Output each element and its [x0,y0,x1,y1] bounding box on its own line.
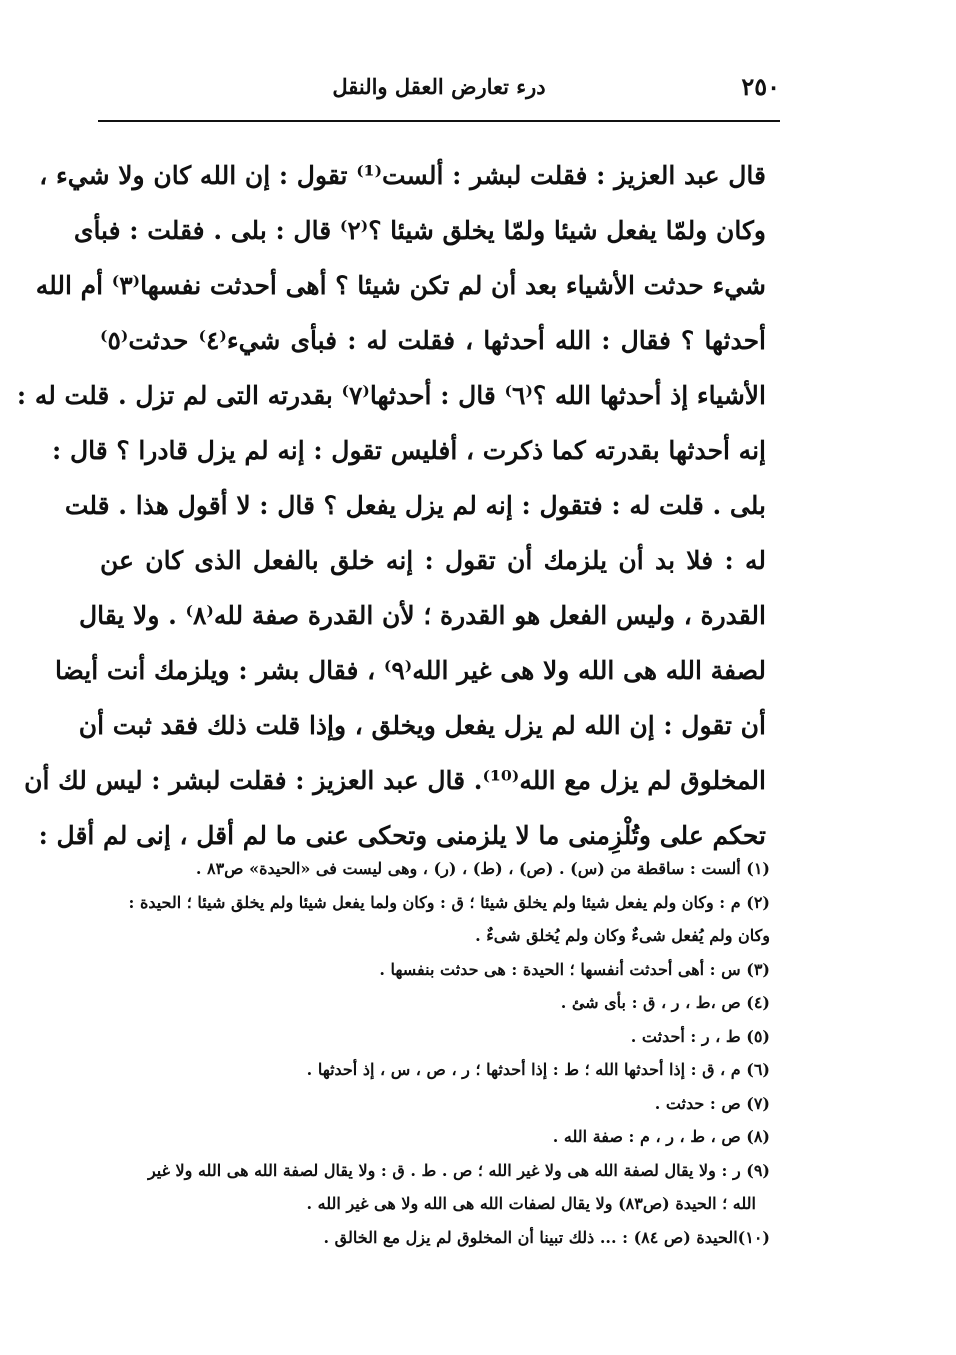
page-header [98,68,780,112]
footnote-line: (١) ألست : ساقطة من (س) . (ص) ، (ط) ، (ر) ، وهى ليست فى «الحيدة» ص٨٣ . [195,859,770,878]
text-line: له : فلا بد أن يلزمك أن تقول : إنه خلق بالفعل الذى كان عن [100,546,766,575]
text-line: أحدثها ؟ فقال : الله أحدثها ، فقلت له : فبأى شيء⁽٤⁾ حدثت⁽٥⁾ [100,326,766,355]
text-line: قال عبد العزيز : فقلت لبشر : ألست⁽¹⁾ تقول : إن الله كان ولا شيء ، [39,161,766,190]
footnote-line: (٦) م ، ق : إذا أحدثها الله ؛ ط : إذا أحدثها ؛ ر ، ص ، س ، إذ أحدثها . [306,1060,770,1079]
header-rule [98,120,780,122]
footnotes [100,852,770,1254]
footnote-continuation: الله ؛ الحيدة (ص٨٣) ولا يقال لصفات الله هى الله ولا هى غير الله . [306,1194,756,1213]
footnote-line: (٩) ر : ولا يقال لصفة الله هى ولا غير الله ؛ ص . ط . ق : ولا يقال لصفة الله هى الله ولا غير [147,1160,770,1180]
text-line: شيء حدثت الأشياء بعد أن لم تكن شيئا ؟ أهى أحدثت نفسها⁽٣⁾ أم الله [35,271,766,300]
text-line: لصفة الله هى الله ولا هى غير الله⁽٩⁾ ، فقال بشر : ويلزمك أنت أيضا [55,656,766,685]
text-line: أن تقول : إن الله لم يزل يفعل ويخلق ، وإذا قلت ذلك فقد ثبت أن [78,711,766,740]
footnote-line: (٤) ص ،ط ، ر ، ق : بأى شئ . [560,993,770,1012]
page-number: ٢٥٠ [741,72,780,101]
footnote-line: (٢) م : وكان ولم يفعل شيئا ولم يخلق شيئا ؛ ق : وكان ولما يفعل شيئا ولم يخلق شيئا ؛ الحيدة : [128,892,770,912]
footnote-continuation: وكان ولم يُفعل شىءٌ وكان ولم يُخلق شىءٌ . [475,926,770,945]
running-title: درء تعارض العقل والنقل [332,74,546,99]
footnote-line: (٧) ص : حدثت . [654,1093,770,1113]
text-line: القدرة ، وليس الفعل هو القدرة ؛ لأن القدرة صفة لله⁽٨⁾ . ولا يقال [78,601,766,630]
text-line: تحكم على وتُلْزِمنى ما لا يلزمنى وتحكى عنى ما لم أقل ، إنى لم أقل : [38,821,766,850]
text-line: إنه أحدثها بقدرته كما ذكرت ، أفليس تقول : إنه لم يزل قادرا ؟ قال : [52,436,766,465]
footnote-line: (١٠)الحيدة (ص ٨٤) : ... ذلك تبينا أن المخلوق لم يزل مع الخالق . [323,1227,770,1247]
footnote-line: (٣) س : أهى أحدثت أنفسها ؛ الحيدة : هى حدثت بنفسها . [379,959,770,979]
footnote-line: (٨) ص ، ط ، ر ، م : صفة الله . [552,1127,770,1146]
text-line: بلى . قلت له : فتقول : إنه لم يزل يفعل ؟ قال : لا أقول هذا . قلت [64,491,766,520]
footnote-line: (٥) ط ، ر : أحدثت . [630,1026,770,1046]
main-text [16,148,766,863]
text-line: وكان ولمّا يفعل شيئا ولمّا يخلق شيئا ؟⁽٢⁾ قال : بلى . فقلت : فبأى [73,216,766,245]
text-line: المخلوق لم يزل مع الله⁽¹⁰⁾. قال عبد العزيز : فقلت لبشر : ليس لك أن [24,766,766,795]
text-line: الأشياء إذ أحدثها الله ؟⁽٦⁾ قال : أحدثها⁽٧⁾ بقدرته التى لم تزل . قلت له : [16,381,766,410]
